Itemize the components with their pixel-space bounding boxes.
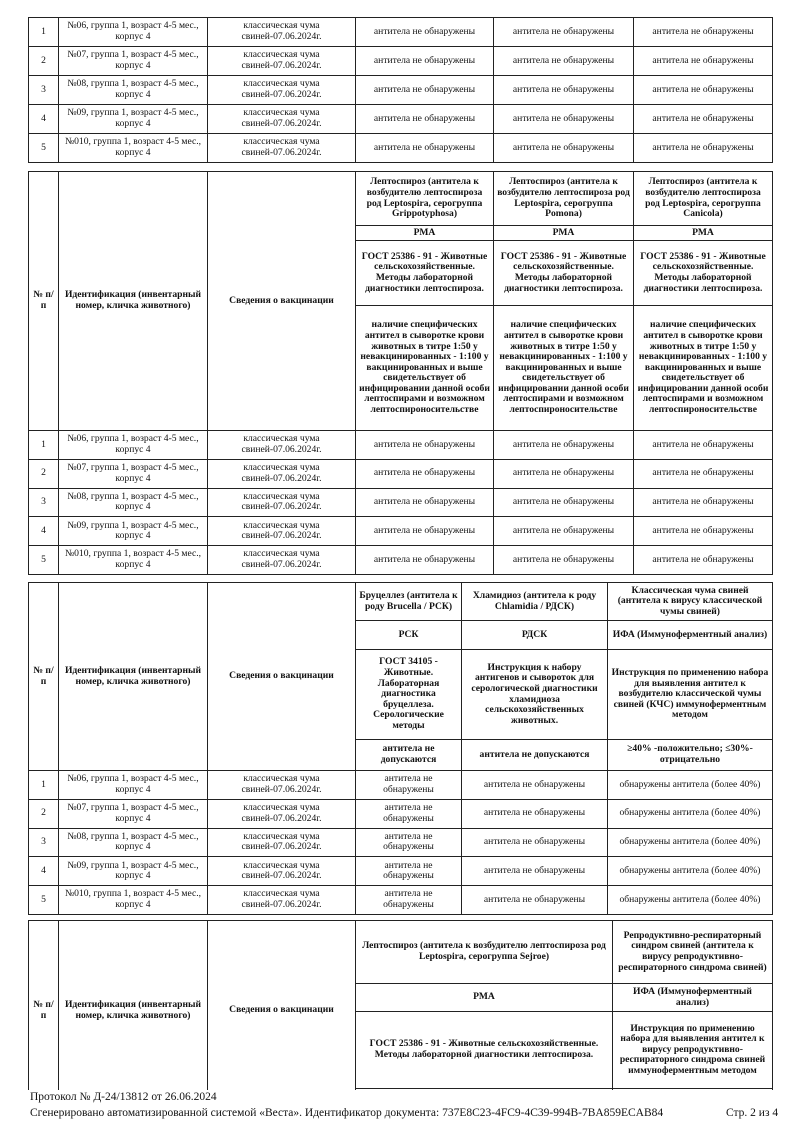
test-result: антитела не обнаружены <box>356 134 494 163</box>
test-result: антитела не обнаружены <box>494 459 634 488</box>
vaccination-info: классическая чума свиней-07.06.2024г. <box>208 857 356 886</box>
test-result: антитела не обнаружены <box>634 18 773 47</box>
row-number: 1 <box>29 431 59 460</box>
test-result: антитела не обнаружены <box>634 459 773 488</box>
test-result: антитела не обнаружены <box>494 488 634 517</box>
test-name: Бруцеллез (антитела к роду Brucella / РСК) <box>356 583 462 621</box>
vaccination-info: классическая чума свиней-07.06.2024г. <box>208 886 356 915</box>
test-standard: Инструкция по применению набора для выявления антител к возбудителю классической чумы свиней (КЧС) иммуноферментным методом <box>608 650 773 740</box>
test-standard: ГОСТ 25386 - 91 - Животные сельскохозяйственные. Методы лабораторной диагностики лептоспироза. <box>356 241 494 306</box>
animal-identification: №010, группа 1, возраст 4-5 мес., корпус 4 <box>59 886 208 915</box>
test-method: РСК <box>356 621 462 650</box>
animal-identification: №07, группа 1, возраст 4-5 мес., корпус 4 <box>59 47 208 76</box>
test-result: антитела не обнаружены <box>462 857 608 886</box>
row-number: 4 <box>29 857 59 886</box>
test-result: антитела не обнаружены <box>462 828 608 857</box>
animal-identification: №09, группа 1, возраст 4-5 мес., корпус 4 <box>59 857 208 886</box>
animal-identification: №08, группа 1, возраст 4-5 мес., корпус 4 <box>59 828 208 857</box>
animal-identification: №010, группа 1, возраст 4-5 мес., корпус 4 <box>59 134 208 163</box>
row-number: 4 <box>29 105 59 134</box>
header-number: № п/п <box>29 583 59 771</box>
test-result: антитела не обнаружены <box>356 886 462 915</box>
header-identification: Идентификация (инвентарный номер, кличка животного) <box>59 921 208 1091</box>
test-result: антитела не обнаружены <box>356 105 494 134</box>
test-result: антитела не обнаружены <box>356 546 494 575</box>
test-name: Классическая чума свиней (антитела к вирусу классической чумы свиней) <box>608 583 773 621</box>
table-row <box>29 771 773 800</box>
test-name: Хламидиоз (антитела к роду Chlamidia / РДСК) <box>462 583 608 621</box>
vaccination-info: классическая чума свиней-07.06.2024г. <box>208 134 356 163</box>
header-identification: Идентификация (инвентарный номер, кличка животного) <box>59 583 208 771</box>
animal-identification: №08, группа 1, возраст 4-5 мес., корпус 4 <box>59 76 208 105</box>
test-result: антитела не обнаружены <box>634 431 773 460</box>
test-norm: наличие специфических антител в сыворотке крови животных в титре 1:50 у невакцинированных - 1:100 у вакцинированных и выше свидетельствует об инфицировании данной особи лептоспирами и возможном лептоспироносительстве <box>634 306 773 431</box>
vaccination-info: классическая чума свиней-07.06.2024г. <box>208 517 356 546</box>
test-result: обнаружены антитела (более 40%) <box>608 828 773 857</box>
test-result: антитела не обнаружены <box>634 546 773 575</box>
header-vaccination: Сведения о вакцинации <box>208 172 356 431</box>
animal-identification: №06, группа 1, возраст 4-5 мес., корпус 4 <box>59 431 208 460</box>
test-result: антитела не обнаружены <box>494 134 634 163</box>
table-row <box>29 134 773 163</box>
row-number: 4 <box>29 517 59 546</box>
row-number: 5 <box>29 546 59 575</box>
header-identification: Идентификация (инвентарный номер, кличка животного) <box>59 172 208 431</box>
test-result: антитела не обнаружены <box>356 459 494 488</box>
empty-cell <box>356 1089 613 1091</box>
vaccination-info: классическая чума свиней-07.06.2024г. <box>208 799 356 828</box>
test-result: антитела не обнаружены <box>634 47 773 76</box>
document-generated-id: Сгенерировано автоматизированной системой «Веста». Идентификатор документа: 737E8C23-4FC9-4C39-994B-7BA859ECAB84 <box>30 1107 664 1119</box>
test-norm: наличие специфических антител в сыворотке крови животных в титре 1:50 у невакцинированных - 1:100 у вакцинированных и выше свидетельствует об инфицировании данной особи лептоспирами и возможном лептоспироносительстве <box>494 306 634 431</box>
test-method: РМА <box>356 226 494 241</box>
test-result: обнаружены антитела (более 40%) <box>608 771 773 800</box>
test-result: обнаружены антитела (более 40%) <box>608 857 773 886</box>
test-norm: антитела не допускаются <box>356 740 462 771</box>
test-result: антитела не обнаружены <box>494 76 634 105</box>
test-result: антитела не обнаружены <box>356 517 494 546</box>
row-number: 5 <box>29 886 59 915</box>
test-result: антитела не обнаружены <box>462 799 608 828</box>
table-row <box>29 857 773 886</box>
protocol-number: Протокол № Д-24/13812 от 26.06.2024 <box>30 1091 217 1103</box>
vaccination-info: классическая чума свиней-07.06.2024г. <box>208 546 356 575</box>
test-name: Репродуктивно-респираторный синдром свиней (антитела к вирусу репродуктивно-респираторного синдрома свиней) <box>613 921 773 984</box>
test-result: антитела не обнаружены <box>494 47 634 76</box>
vaccination-info: классическая чума свиней-07.06.2024г. <box>208 771 356 800</box>
vaccination-info: классическая чума свиней-07.06.2024г. <box>208 431 356 460</box>
row-number: 1 <box>29 18 59 47</box>
table-row <box>29 828 773 857</box>
table-row <box>29 105 773 134</box>
row-number: 2 <box>29 799 59 828</box>
vaccination-info: классическая чума свиней-07.06.2024г. <box>208 459 356 488</box>
row-number: 3 <box>29 828 59 857</box>
animal-identification: №07, группа 1, возраст 4-5 мес., корпус 4 <box>59 459 208 488</box>
table-row <box>29 459 773 488</box>
animal-identification: №010, группа 1, возраст 4-5 мес., корпус 4 <box>59 546 208 575</box>
test-result: антитела не обнаружены <box>494 431 634 460</box>
table-row <box>29 76 773 105</box>
header-number: № п/п <box>29 921 59 1091</box>
animal-identification: №08, группа 1, возраст 4-5 мес., корпус 4 <box>59 488 208 517</box>
results-table-brucellosis-chlamydia-csf <box>28 582 773 915</box>
test-method: РДСК <box>462 621 608 650</box>
vaccination-info: классическая чума свиней-07.06.2024г. <box>208 76 356 105</box>
test-norm: ≥40% -положительно; ≤30%- отрицательно <box>608 740 773 771</box>
test-result: антитела не обнаружены <box>356 799 462 828</box>
page-number: Стр. 2 из 4 <box>726 1107 779 1119</box>
table-row <box>29 517 773 546</box>
table-row <box>29 431 773 460</box>
results-table-leptospirosis <box>28 171 773 575</box>
test-result: антитела не обнаружены <box>462 886 608 915</box>
results-table-1 <box>28 17 773 163</box>
table-row <box>29 799 773 828</box>
test-standard: ГОСТ 25386 - 91 - Животные сельскохозяйственные. Методы лабораторной диагностики лептоспироза. <box>356 1012 613 1089</box>
test-result: обнаружены антитела (более 40%) <box>608 799 773 828</box>
test-norm: антитела не допускаются <box>462 740 608 771</box>
test-name: Лептоспироз (антитела к возбудителю лептоспироза род Leptospira, серогруппа Canicola) <box>634 172 773 226</box>
test-name: Лептоспироз (антитела к возбудителю лептоспироза род Leptospira, серогруппа Grippotyphosa) <box>356 172 494 226</box>
test-result: антитела не обнаружены <box>634 488 773 517</box>
table-row <box>29 488 773 517</box>
header-row-name <box>29 583 773 621</box>
test-result: антитела не обнаружены <box>356 18 494 47</box>
test-method: ИФА (Иммуноферментный анализ) <box>613 984 773 1012</box>
test-result: антитела не обнаружены <box>494 18 634 47</box>
vaccination-info: классическая чума свиней-07.06.2024г. <box>208 828 356 857</box>
results-table-sejroe-prrs <box>28 920 773 1090</box>
test-result: антитела не обнаружены <box>356 76 494 105</box>
header-vaccination: Сведения о вакцинации <box>208 921 356 1091</box>
test-result: антитела не обнаружены <box>494 546 634 575</box>
animal-identification: №06, группа 1, возраст 4-5 мес., корпус 4 <box>59 771 208 800</box>
table-row <box>29 47 773 76</box>
vaccination-info: классическая чума свиней-07.06.2024г. <box>208 18 356 47</box>
test-result: антитела не обнаружены <box>356 771 462 800</box>
test-result: антитела не обнаружены <box>462 771 608 800</box>
header-number: № п/п <box>29 172 59 431</box>
header-row-name <box>29 172 773 226</box>
test-standard: ГОСТ 34105 - Животные. Лабораторная диагностика бруцеллеза. Серологические методы <box>356 650 462 740</box>
animal-identification: №09, группа 1, возраст 4-5 мес., корпус 4 <box>59 105 208 134</box>
test-result: антитела не обнаружены <box>356 431 494 460</box>
test-result: антитела не обнаружены <box>494 105 634 134</box>
animal-identification: №07, группа 1, возраст 4-5 мес., корпус 4 <box>59 799 208 828</box>
test-result: антитела не обнаружены <box>634 76 773 105</box>
test-standard: Инструкция к набору антигенов и сывороток для серологической диагностики хламидиоза сельскохозяйственных животных. <box>462 650 608 740</box>
header-row-name <box>29 921 773 984</box>
test-standard: ГОСТ 25386 - 91 - Животные сельскохозяйственные. Методы лабораторной диагностики лептоспироза. <box>494 241 634 306</box>
test-result: антитела не обнаружены <box>634 517 773 546</box>
test-method: РМА <box>634 226 773 241</box>
test-result: антитела не обнаружены <box>634 105 773 134</box>
test-method: РМА <box>494 226 634 241</box>
vaccination-info: классическая чума свиней-07.06.2024г. <box>208 47 356 76</box>
row-number: 2 <box>29 459 59 488</box>
test-method: РМА <box>356 984 613 1012</box>
test-result: антитела не обнаружены <box>356 828 462 857</box>
row-number: 3 <box>29 76 59 105</box>
test-standard: Инструкция по применению набора для выявления антител к вирусу репродуктивно-респираторного синдрома свиней иммуноферментным методом <box>613 1012 773 1089</box>
test-result: антитела не обнаружены <box>356 488 494 517</box>
animal-identification: №09, группа 1, возраст 4-5 мес., корпус 4 <box>59 517 208 546</box>
animal-identification: №06, группа 1, возраст 4-5 мес., корпус 4 <box>59 18 208 47</box>
test-result: антитела не обнаружены <box>634 134 773 163</box>
table-row <box>29 886 773 915</box>
test-result: антитела не обнаружены <box>494 517 634 546</box>
test-name: Лептоспироз (антитела к возбудителю лептоспироза род Leptospira, серогруппа Sejroe) <box>356 921 613 984</box>
vaccination-info: классическая чума свиней-07.06.2024г. <box>208 105 356 134</box>
test-result: обнаружены антитела (более 40%) <box>608 886 773 915</box>
test-norm: наличие специфических антител в сыворотке крови животных в титре 1:50 у невакцинированных - 1:100 у вакцинированных и выше свидетельствует об инфицировании данной особи лептоспирами и возможном лептоспироносительстве <box>356 306 494 431</box>
test-name: Лептоспироз (антитела к возбудителю лептоспироза род Leptospira, серогруппа Pomona) <box>494 172 634 226</box>
test-standard: ГОСТ 25386 - 91 - Животные сельскохозяйственные. Методы лабораторной диагностики лептоспироза. <box>634 241 773 306</box>
row-number: 1 <box>29 771 59 800</box>
row-number: 5 <box>29 134 59 163</box>
vaccination-info: классическая чума свиней-07.06.2024г. <box>208 488 356 517</box>
row-number: 2 <box>29 47 59 76</box>
table-row <box>29 18 773 47</box>
test-result: антитела не обнаружены <box>356 857 462 886</box>
row-number: 3 <box>29 488 59 517</box>
empty-cell <box>613 1089 773 1091</box>
test-method: ИФА (Иммуноферментный анализ) <box>608 621 773 650</box>
test-result: антитела не обнаружены <box>356 47 494 76</box>
header-vaccination: Сведения о вакцинации <box>208 583 356 771</box>
table-row <box>29 546 773 575</box>
